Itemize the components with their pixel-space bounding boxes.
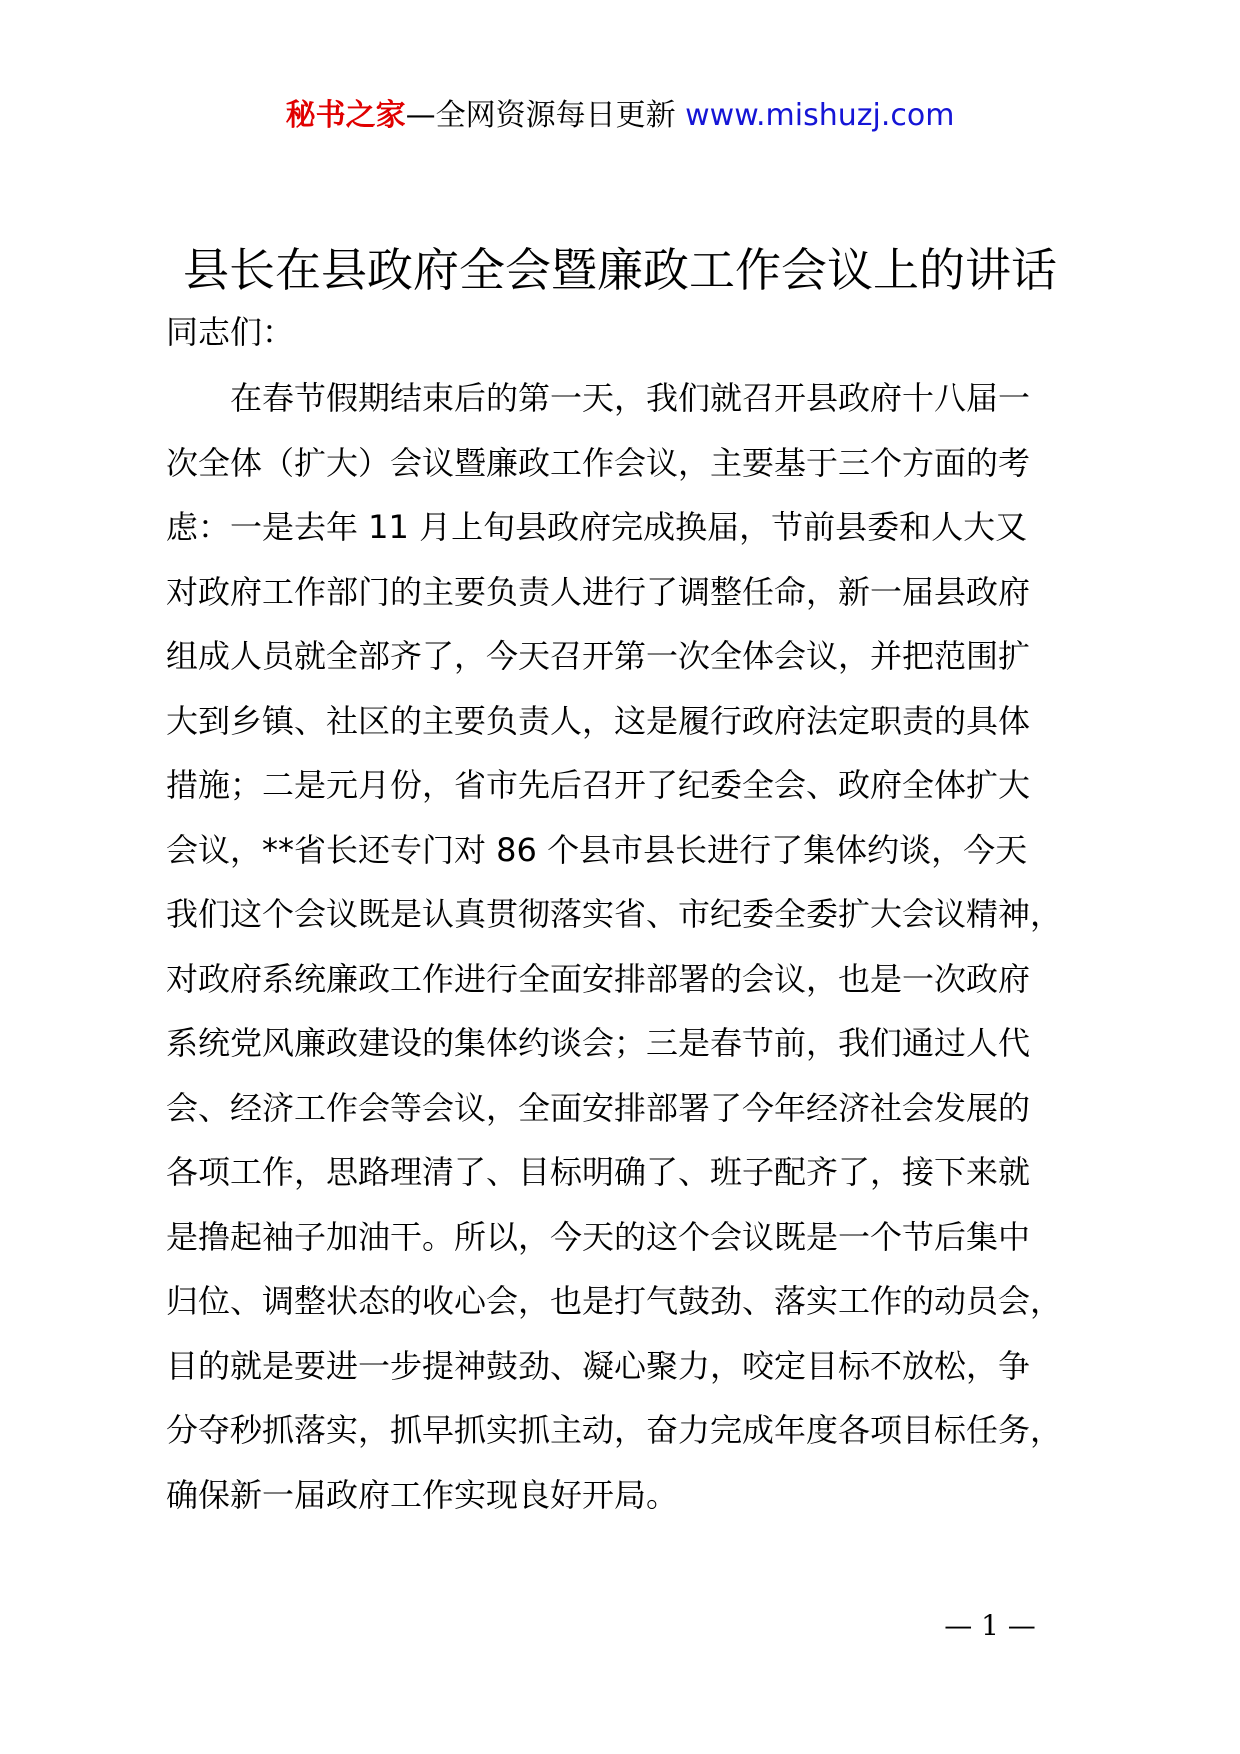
body-line: 会议，**省长还专门对 86 个县市县长进行了集体约谈，今天 <box>166 830 1028 869</box>
body-line: 措施；二是元月份，省市先后召开了纪委全会、政府全体扩大 <box>166 766 1031 804</box>
body-line: 组成人员就全部齐了，今天召开第一次全体会议，并把范围扩 <box>166 637 1031 675</box>
body-line: 分夺秒抓落实，抓早抓实抓主动，奋力完成年度各项目标任务， <box>166 1411 1063 1449</box>
body-line: 目的就是要进一步提神鼓劲、凝心聚力，咬定目标不放松，争 <box>166 1346 1031 1385</box>
body-line: 归位、调整状态的收心会，也是打气鼓劲、落实工作的动员会， <box>166 1282 1063 1320</box>
body-line: 我们这个会议既是认真贯彻落实省、市纪委全委扩大会议精神， <box>166 895 1063 933</box>
body-line: 次全体（扩大）会议暨廉政工作会议，主要基于三个方面的考 <box>166 443 1031 482</box>
body-line: 会、经济工作会等会议，全面安排部署了今年经济社会发展的 <box>166 1088 1031 1127</box>
body-line: 对政府工作部门的主要负责人进行了调整任命，新一届县政府 <box>166 572 1031 611</box>
document-title: 县长在县政府全会暨廉政工作会议上的讲话 <box>183 243 1057 297</box>
body-line: 大到乡镇、社区的主要负责人，这是履行政府法定职责的具体 <box>166 701 1031 740</box>
body-paragraph <box>166 366 1096 1527</box>
body-line: 虑：一是去年 11 月上旬县政府完成换届，节前县委和人大又 <box>166 508 1028 546</box>
body-line: 对政府系统廉政工作进行全面安排部署的会议，也是一次政府 <box>166 959 1031 998</box>
body-line: 是撸起袖子加油干。所以，今天的这个会议既是一个节后集中 <box>166 1217 1031 1256</box>
brand-name: 秘书之家 <box>285 98 406 133</box>
body-line: 确保新一届政府工作实现良好开局。 <box>166 1475 679 1514</box>
header-slogan: —全网资源每日更新 <box>405 98 686 133</box>
body-line: 系统党风廉政建设的集体约谈会；三是春节前，我们通过人代 <box>166 1024 1031 1062</box>
body-line: 各项工作，思路理清了、目标明确了、班子配齐了，接下来就 <box>166 1153 1031 1191</box>
site-header <box>0 96 1240 136</box>
body-line: 在春节假期结束后的第一天，我们就召开县政府十八届一 <box>230 379 1031 417</box>
page-number: — 1 — <box>944 1609 1036 1642</box>
website-link[interactable]: www.mishuzj.com <box>685 98 955 133</box>
salutation: 同志们： <box>166 313 295 351</box>
